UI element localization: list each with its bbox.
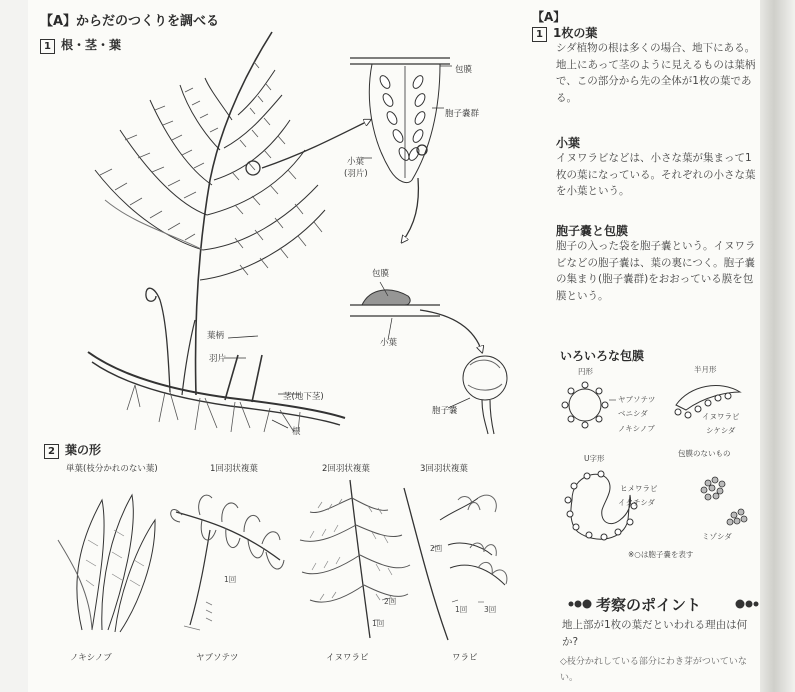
- paragraph-ichimai: シダ植物の根は多くの場合、地下にある。地上にあって茎のように見えるものは葉柄で、この部分から先の全体が1枚の葉である。: [556, 42, 756, 104]
- leaf-simple-nokishinobu: [58, 495, 155, 632]
- leaf-once-pinnate-yabusotetsu: [171, 495, 284, 630]
- paragraph-shouyou: イヌワラビなどは、小さな葉が集まって1枚の葉になっている。それぞれの小さな葉を小葉という。: [556, 152, 756, 197]
- species-en-1: ベニシダ: [618, 409, 648, 418]
- species-yabusotetsu: ヤブソテツ: [196, 653, 239, 663]
- mark-2kai-b: 2回: [430, 544, 443, 553]
- shape-u-label: U字形: [584, 454, 605, 463]
- species-han-1: シケシダ: [706, 426, 736, 435]
- mark-2kai-a: 2回: [384, 597, 397, 606]
- mark-3kai: 3回: [484, 605, 497, 614]
- mark-1kai-b: 1回: [372, 619, 385, 628]
- label-leaflet-mid: 小葉: [380, 338, 398, 348]
- leaf-type-simple: 単葉(枝分かれのない葉): [66, 464, 158, 474]
- heading-houshinou: 胞子嚢と包膜: [556, 224, 629, 238]
- paragraph-houshinou: 胞子の入った袋を胞子嚢という。イヌワラビなどの胞子嚢は、葉の裏につく。胞子嚢の集まり(胞子嚢群)をおおっている膜を包膜という。: [556, 240, 756, 302]
- indusium-round-diagram: [562, 382, 616, 428]
- species-warabi: ワラビ: [452, 653, 478, 663]
- right-number: 1: [532, 27, 547, 42]
- mark-1kai-c: 1回: [455, 605, 468, 614]
- label-pinna: 羽片: [209, 354, 227, 364]
- shape-round-label: 円形: [578, 367, 593, 376]
- species-none: ミゾシダ: [702, 532, 732, 541]
- right-heading-ichimai-text: 1枚の葉: [553, 26, 598, 40]
- species-u-0: ヒメワラビ: [620, 484, 658, 493]
- subsection-2-title: 葉の形: [65, 443, 102, 457]
- label-leaflet: 小葉: [347, 157, 365, 167]
- subsection-2-number: 2: [44, 444, 59, 459]
- label-sporangium: 胞子嚢: [432, 406, 458, 416]
- label-petiole: 葉柄: [207, 331, 225, 341]
- leaf-type-thrice-pinnate: 3回羽状複葉: [420, 464, 468, 474]
- point-title: 考察のポイント: [596, 596, 702, 614]
- legend-note: ※○は胞子嚢を表す: [628, 550, 694, 559]
- species-nokishinobu: ノキシノブ: [70, 653, 112, 663]
- main-fern-frond: [88, 32, 345, 432]
- subsection-1-title: 根・茎・葉: [61, 38, 122, 52]
- section-title: 【A】からだのつくりを調べる: [40, 14, 220, 29]
- leaf-thrice-pinnate-warabi: [404, 488, 507, 640]
- species-u-1: イタチシダ: [618, 498, 656, 507]
- right-section-label: 【A】: [532, 10, 566, 24]
- sporangium-detail: [448, 356, 507, 434]
- subsection-1-number: 1: [40, 39, 55, 54]
- shape-none-label: 包膜のないもの: [678, 449, 731, 458]
- point-question: 地上部が1枚の葉だといわれる理由は何か?: [562, 619, 748, 648]
- leaf-twice-pinnate-inuwarabi: [300, 480, 410, 638]
- label-indusium-mid: 包膜: [372, 269, 390, 279]
- species-inuwarabi: イヌワラビ: [326, 653, 369, 663]
- species-han-0: イヌワラビ: [702, 412, 740, 421]
- mark-1kai-a: 1回: [224, 575, 237, 584]
- leaf-type-once-pinnate: 1回羽状複葉: [210, 464, 258, 474]
- label-hoamaku-top: 包膜: [455, 65, 473, 75]
- leaf-type-twice-pinnate: 2回羽状複葉: [322, 464, 370, 474]
- leaflet-detail: [350, 58, 452, 183]
- heading-shouyou: 小葉: [556, 136, 581, 150]
- shape-halfmoon-label: 半月形: [694, 365, 717, 374]
- label-sporangium-cluster: 胞子嚢群: [445, 109, 480, 119]
- point-answer: ◇枝分かれしている部分にわき芽がついていない。: [560, 657, 747, 683]
- label-root: 根: [292, 427, 301, 437]
- species-en-2: ノキシノブ: [618, 424, 655, 433]
- species-en-0: ヤブソテツ: [618, 395, 656, 404]
- heading-various-indusia: いろいろな包膜: [560, 349, 645, 363]
- indusium-none-diagram: [701, 477, 747, 525]
- label-pinna-paren: (羽片): [344, 169, 368, 179]
- label-rhizome: 茎(地下茎): [283, 392, 324, 402]
